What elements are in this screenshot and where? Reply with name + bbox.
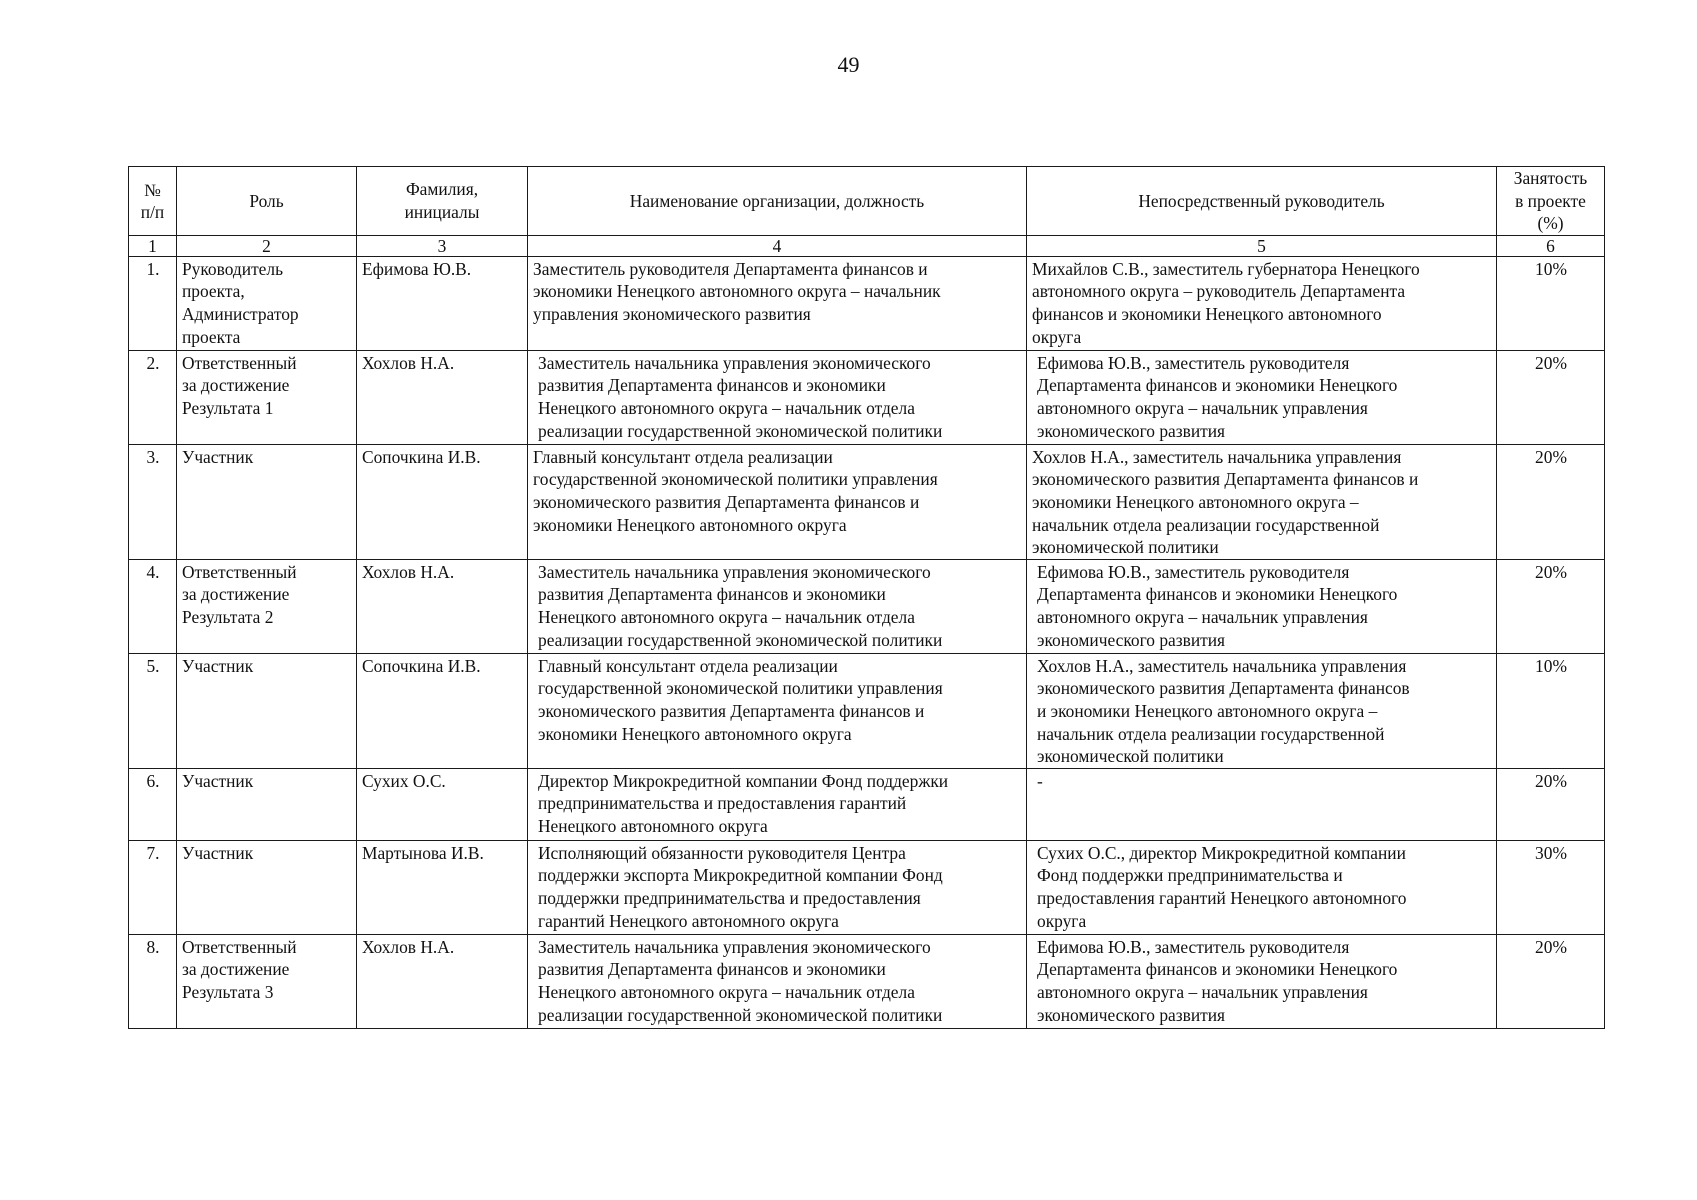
manager-line: Михайлов С.В., заместитель губернатора Ненецкого <box>1032 258 1420 279</box>
project-share-value: 10% <box>1535 655 1567 676</box>
manager-line: Департамента финансов и экономики Ненецкого <box>1037 584 1398 605</box>
manager-line: экономической политики <box>1037 746 1224 767</box>
role-line: проекта, <box>182 281 245 302</box>
role-line: за достижение <box>182 959 290 980</box>
manager-line: экономического развития <box>1037 1004 1226 1025</box>
header-manager-text: Непосредственный руководитель <box>1138 190 1385 211</box>
role-line: Ответственный <box>182 561 297 582</box>
manager-line: Департамента финансов и экономики Ненецкого <box>1037 375 1398 396</box>
cell-project-share <box>1497 444 1605 559</box>
role-line: Участник <box>182 770 254 791</box>
table-row <box>129 934 1605 1028</box>
org-line: Директор Микрокредитной компании Фонд поддержки <box>538 770 949 791</box>
manager-line: округа <box>1032 326 1082 347</box>
cell-role <box>177 256 357 350</box>
header-manager <box>1027 167 1497 236</box>
org-line: управления экономического развития <box>533 303 811 324</box>
cell-organization-position <box>528 840 1027 934</box>
manager-line: Ефимова Ю.В., заместитель руководителя <box>1037 561 1350 582</box>
cell-organization-position <box>528 350 1027 444</box>
org-line: развития Департамента финансов и экономики <box>538 584 886 605</box>
role-line: Администратор <box>182 303 299 324</box>
person-name: Сопочкина И.В. <box>362 446 481 467</box>
cell-role <box>177 768 357 840</box>
column-number: 6 <box>1497 235 1605 256</box>
cell-name <box>357 934 528 1028</box>
cell-name <box>357 840 528 934</box>
cell-project-share <box>1497 934 1605 1028</box>
manager-line: округа <box>1037 910 1087 931</box>
table-row <box>129 559 1605 653</box>
cell-project-share <box>1497 559 1605 653</box>
project-share-value: 10% <box>1535 258 1567 279</box>
cell-direct-manager <box>1027 934 1497 1028</box>
header-share <box>1497 167 1605 236</box>
org-line: экономики Ненецкого автономного округа <box>538 723 852 744</box>
manager-line: - <box>1037 770 1043 791</box>
cell-organization-position <box>528 559 1027 653</box>
header-row <box>129 167 1605 236</box>
cell-direct-manager <box>1027 256 1497 350</box>
org-line: Заместитель начальника управления экономического <box>538 561 931 582</box>
manager-line: Ефимова Ю.В., заместитель руководителя <box>1037 352 1350 373</box>
cell-organization-position <box>528 934 1027 1028</box>
cell-number <box>129 350 177 444</box>
role-line: Участник <box>182 446 254 467</box>
row-number: 8. <box>146 936 160 957</box>
cell-direct-manager <box>1027 653 1497 768</box>
manager-line: и экономики Ненецкого автономного округа – <box>1037 700 1378 721</box>
cell-number <box>129 840 177 934</box>
role-line: Результата 2 <box>182 606 274 627</box>
person-name: Хохлов Н.А. <box>362 936 455 957</box>
manager-line: автономного округа – руководитель Департамента <box>1032 281 1406 302</box>
cell-direct-manager <box>1027 559 1497 653</box>
person-name: Мартынова И.В. <box>362 842 484 863</box>
project-share-value: 20% <box>1535 561 1567 582</box>
org-line: реализации государственной экономической политики <box>538 420 943 441</box>
header-role-text: Роль <box>249 190 284 211</box>
cell-organization-position <box>528 768 1027 840</box>
cell-direct-manager <box>1027 768 1497 840</box>
cell-organization-position <box>528 256 1027 350</box>
manager-line: предоставления гарантий Ненецкого автономного <box>1037 887 1407 908</box>
manager-line: экономического развития <box>1037 629 1226 650</box>
person-name: Сухих О.С. <box>362 770 446 791</box>
role-line: Результата 1 <box>182 397 274 418</box>
role-line: Руководитель <box>182 258 283 279</box>
role-line: Ответственный <box>182 936 297 957</box>
manager-line: экономики Ненецкого автономного округа – <box>1032 491 1359 512</box>
column-number: 3 <box>357 235 528 256</box>
manager-line: Сухих О.С., директор Микрокредитной компании <box>1037 842 1406 863</box>
org-line: государственной экономической политики управления <box>533 469 938 490</box>
cell-role <box>177 934 357 1028</box>
project-roles-table <box>128 166 1605 1029</box>
cell-number <box>129 934 177 1028</box>
org-line: экономического развития Департамента финансов и <box>533 491 920 512</box>
header-share-line: (%) <box>1537 213 1564 234</box>
table-row <box>129 350 1605 444</box>
page-number: 49 <box>837 52 860 77</box>
header-name-line: Фамилия, <box>405 179 479 200</box>
org-line: экономики Ненецкого автономного округа <box>533 514 847 535</box>
header-role <box>177 167 357 236</box>
org-line: экономики Ненецкого автономного округа – начальник <box>533 281 941 302</box>
manager-line: автономного округа – начальник управления <box>1037 606 1368 627</box>
manager-line: Фонд поддержки предпринимательства и <box>1037 865 1343 886</box>
cell-role <box>177 444 357 559</box>
project-share-value: 20% <box>1535 770 1567 791</box>
cell-project-share <box>1497 256 1605 350</box>
cell-project-share <box>1497 350 1605 444</box>
header-org <box>528 167 1027 236</box>
org-line: предпринимательства и предоставления гарантий <box>538 793 907 814</box>
manager-line: Хохлов Н.А., заместитель начальника управления <box>1032 446 1402 467</box>
role-line: Результата 3 <box>182 981 274 1002</box>
cell-number <box>129 444 177 559</box>
manager-line: Департамента финансов и экономики Ненецкого <box>1037 959 1398 980</box>
row-number: 4. <box>146 561 160 582</box>
project-share-value: 20% <box>1535 352 1567 373</box>
row-number: 5. <box>146 655 160 676</box>
cell-organization-position <box>528 653 1027 768</box>
cell-role <box>177 559 357 653</box>
table-row <box>129 768 1605 840</box>
project-share-value: 30% <box>1535 842 1567 863</box>
manager-line: финансов и экономики Ненецкого автономного <box>1032 303 1382 324</box>
person-name: Ефимова Ю.В. <box>362 258 472 279</box>
manager-line: автономного округа – начальник управления <box>1037 397 1368 418</box>
org-line: Исполняющий обязанности руководителя Центра <box>538 842 906 863</box>
table-row <box>129 653 1605 768</box>
cell-project-share <box>1497 653 1605 768</box>
cell-role <box>177 653 357 768</box>
cell-role <box>177 840 357 934</box>
row-number: 2. <box>146 352 160 373</box>
manager-line: Хохлов Н.А., заместитель начальника управления <box>1037 655 1407 676</box>
cell-number <box>129 768 177 840</box>
header-num-line: п/п <box>140 201 165 222</box>
role-line: Ответственный <box>182 352 297 373</box>
header-num <box>129 167 177 236</box>
row-number: 6. <box>146 770 160 791</box>
header-name <box>357 167 528 236</box>
cell-number <box>129 653 177 768</box>
cell-name <box>357 559 528 653</box>
manager-line: экономического развития Департамента финансов <box>1037 678 1410 699</box>
org-line: Ненецкого автономного округа – начальник отдела <box>538 606 915 627</box>
cell-direct-manager <box>1027 350 1497 444</box>
role-line: за достижение <box>182 375 290 396</box>
cell-name <box>357 768 528 840</box>
cell-number <box>129 559 177 653</box>
org-line: Ненецкого автономного округа – начальник отдела <box>538 981 915 1002</box>
manager-line: экономического развития Департамента финансов и <box>1032 469 1419 490</box>
cell-name <box>357 256 528 350</box>
header-num-line: № <box>144 179 161 200</box>
table-row <box>129 256 1605 350</box>
project-share-value: 20% <box>1535 446 1567 467</box>
person-name: Хохлов Н.А. <box>362 352 455 373</box>
row-number: 3. <box>146 446 160 467</box>
manager-line: начальник отдела реализации государственной <box>1032 514 1380 535</box>
org-line: Ненецкого автономного округа – начальник отдела <box>538 397 915 418</box>
cell-name <box>357 350 528 444</box>
header-share-line: Занятость <box>1513 168 1588 188</box>
row-number: 7. <box>146 842 160 863</box>
org-line: Заместитель начальника управления экономического <box>538 352 931 373</box>
org-line: Ненецкого автономного округа <box>538 815 768 836</box>
org-line: развития Департамента финансов и экономики <box>538 959 886 980</box>
column-number-row <box>129 235 1605 256</box>
role-line: Участник <box>182 842 254 863</box>
cell-direct-manager <box>1027 840 1497 934</box>
column-number: 5 <box>1027 235 1497 256</box>
org-line: экономического развития Департамента финансов и <box>538 700 925 721</box>
org-line: поддержки экспорта Микрокредитной компании Фонд <box>538 865 943 886</box>
column-number: 2 <box>177 235 357 256</box>
manager-line: экономического развития <box>1037 420 1226 441</box>
manager-line: автономного округа – начальник управления <box>1037 981 1368 1002</box>
org-line: реализации государственной экономической политики <box>538 629 943 650</box>
org-line: Заместитель руководителя Департамента финансов и <box>533 258 928 279</box>
cell-name <box>357 653 528 768</box>
person-name: Хохлов Н.А. <box>362 561 455 582</box>
table-row <box>129 444 1605 559</box>
cell-project-share <box>1497 768 1605 840</box>
header-name-line: инициалы <box>404 201 480 222</box>
org-line: гарантий Ненецкого автономного округа <box>538 910 839 931</box>
row-number: 1. <box>146 258 160 279</box>
org-line: Заместитель начальника управления экономического <box>538 936 931 957</box>
header-share-line: в проекте <box>1515 190 1586 211</box>
header-org-text: Наименование организации, должность <box>629 190 925 211</box>
cell-organization-position <box>528 444 1027 559</box>
column-number: 1 <box>129 235 177 256</box>
cell-number <box>129 256 177 350</box>
manager-line: начальник отдела реализации государственной <box>1037 723 1385 744</box>
role-line: проекта <box>182 326 241 347</box>
manager-line: экономической политики <box>1032 537 1219 558</box>
org-line: Главный консультант отдела реализации <box>538 655 838 676</box>
cell-role <box>177 350 357 444</box>
role-line: Участник <box>182 655 254 676</box>
org-line: поддержки предпринимательства и предоставления <box>538 887 921 908</box>
cell-project-share <box>1497 840 1605 934</box>
project-share-value: 20% <box>1535 936 1567 957</box>
column-number: 4 <box>528 235 1027 256</box>
org-line: Главный консультант отдела реализации <box>533 446 833 467</box>
cell-name <box>357 444 528 559</box>
role-line: за достижение <box>182 584 290 605</box>
table-row <box>129 840 1605 934</box>
org-line: развития Департамента финансов и экономики <box>538 375 886 396</box>
cell-direct-manager <box>1027 444 1497 559</box>
org-line: государственной экономической политики управления <box>538 678 943 699</box>
manager-line: Ефимова Ю.В., заместитель руководителя <box>1037 936 1350 957</box>
person-name: Сопочкина И.В. <box>362 655 481 676</box>
org-line: реализации государственной экономической политики <box>538 1004 943 1025</box>
table-body <box>129 256 1605 1028</box>
